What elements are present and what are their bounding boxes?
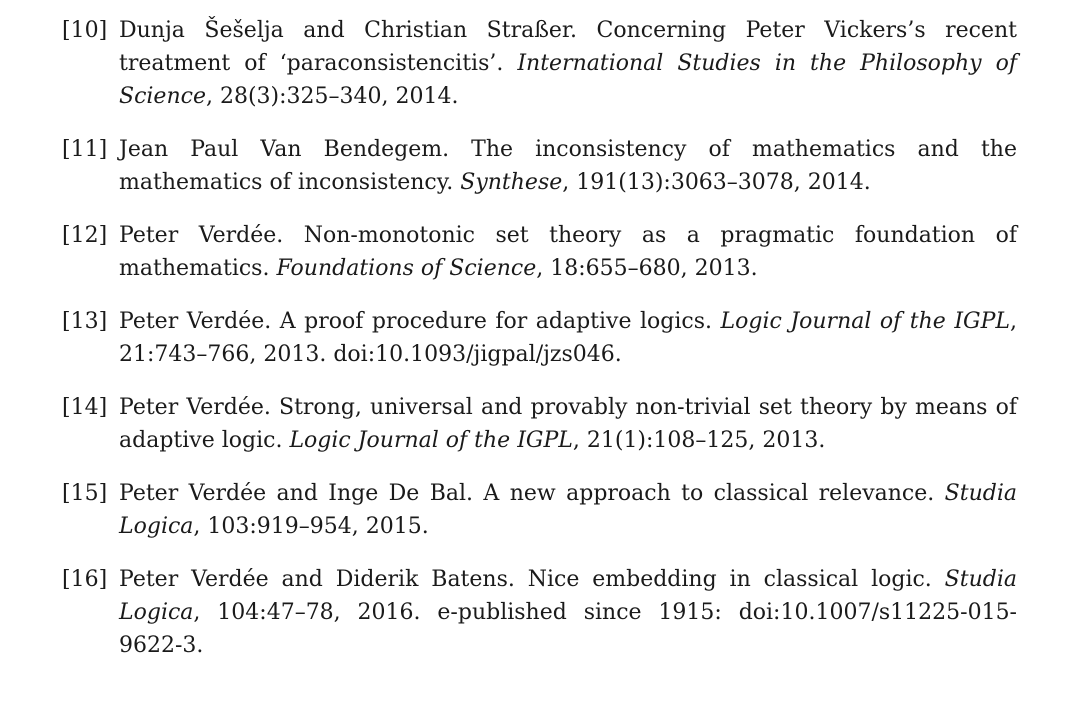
reference-entry-15 bbox=[62, 477, 1017, 543]
reference-entry-16 bbox=[62, 563, 1017, 662]
reference-venue: Studia Logica bbox=[119, 481, 1017, 539]
reference-details: , 191(13):3063–3078, 2014. bbox=[562, 170, 871, 195]
reference-text bbox=[119, 563, 1017, 662]
reference-venue: Foundations of Science bbox=[276, 256, 537, 281]
reference-venue: International Studies in the Philosophy of Science bbox=[119, 51, 1017, 109]
reference-authors-title: Dunja Šešelja and Christian Straßer. Concerning Peter Vickers’s recent treatment of ‘paraconsistencitis’. bbox=[119, 18, 1017, 76]
reference-entry-10 bbox=[62, 14, 1017, 113]
reference-authors-title: Peter Verdée and Diderik Batens. Nice embedding in classical logic. bbox=[119, 567, 945, 592]
reference-details: , 21:743–766, 2013. doi:10.1093/jigpal/jzs046. bbox=[119, 309, 1018, 367]
reference-text bbox=[119, 14, 1017, 113]
reference-label: [16] bbox=[62, 567, 108, 592]
reference-entry-13 bbox=[62, 305, 1017, 371]
reference-label: [13] bbox=[62, 309, 108, 334]
reference-authors-title: Peter Verdée. Non-monotonic set theory as a pragmatic foundation of mathematics. bbox=[119, 223, 1017, 281]
reference-details: , 21(1):108–125, 2013. bbox=[572, 428, 826, 453]
reference-text bbox=[119, 219, 1017, 285]
reference-venue: Logic Journal of the IGPL bbox=[289, 428, 573, 453]
reference-text bbox=[119, 133, 1017, 199]
reference-entry-11 bbox=[62, 133, 1017, 199]
reference-text bbox=[119, 305, 1017, 371]
reference-venue: Studia Logica bbox=[119, 567, 1017, 625]
bibliography-list bbox=[62, 14, 1017, 682]
reference-authors-title: Peter Verdée. A proof procedure for adaptive logics. bbox=[119, 309, 721, 334]
reference-label: [10] bbox=[62, 18, 108, 43]
reference-authors-title: Jean Paul Van Bendegem. The inconsistency of mathematics and the mathematics of inconsistency. bbox=[119, 137, 1017, 195]
reference-authors-title: Peter Verdée and Inge De Bal. A new approach to classical relevance. bbox=[119, 481, 945, 506]
reference-venue: Logic Journal of the IGPL bbox=[720, 309, 1011, 334]
reference-details: , 28(3):325–340, 2014. bbox=[205, 84, 459, 109]
reference-details: , 104:47–78, 2016. e-published since 1915: doi:10.1007/s11225-015-9622-3. bbox=[119, 600, 1017, 658]
reference-entry-14 bbox=[62, 391, 1017, 457]
reference-label: [14] bbox=[62, 395, 108, 420]
reference-text bbox=[119, 477, 1017, 543]
reference-text bbox=[119, 391, 1017, 457]
reference-details: , 103:919–954, 2015. bbox=[193, 514, 429, 539]
reference-label: [12] bbox=[62, 223, 108, 248]
reference-label: [15] bbox=[62, 481, 108, 506]
reference-venue: Synthese bbox=[460, 170, 563, 195]
reference-details: , 18:655–680, 2013. bbox=[536, 256, 758, 281]
reference-authors-title: Peter Verdée. Strong, universal and provably non-trivial set theory by means of adaptive logic. bbox=[119, 395, 1017, 453]
reference-entry-12 bbox=[62, 219, 1017, 285]
reference-label: [11] bbox=[62, 137, 108, 162]
